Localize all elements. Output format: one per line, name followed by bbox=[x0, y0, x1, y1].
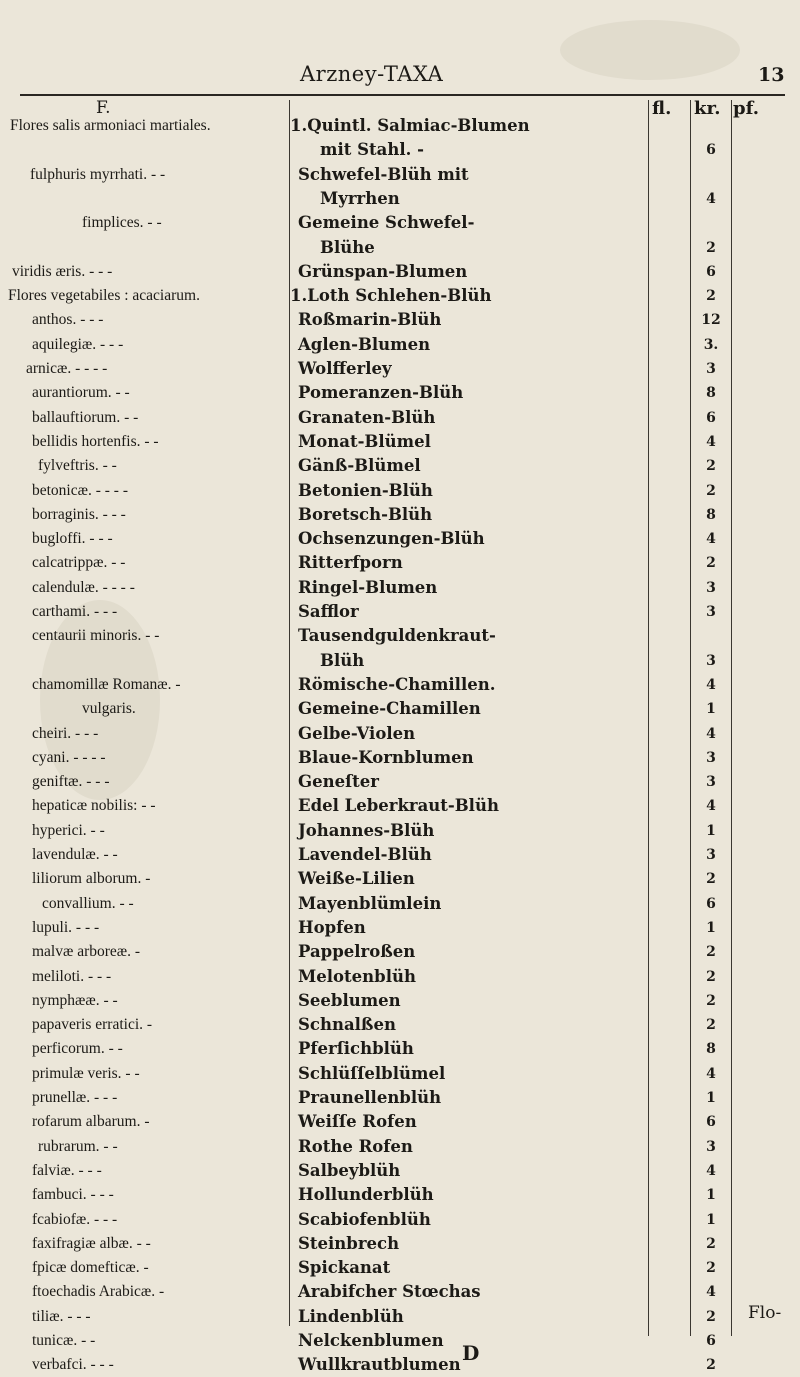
kreuzer-value: 2 bbox=[706, 239, 716, 256]
german-name: Johannes-Blüh bbox=[298, 820, 435, 840]
latin-name: viridis æris. - - - bbox=[12, 262, 113, 280]
table-row bbox=[0, 114, 800, 138]
kreuzer-value: 1 bbox=[706, 1090, 716, 1106]
kreuzer-value: 3 bbox=[706, 774, 716, 791]
latin-name: geniftæ. - - - bbox=[32, 773, 110, 791]
table-row bbox=[0, 1183, 800, 1207]
latin-name: rubrarum. - - bbox=[38, 1137, 118, 1155]
table-row bbox=[0, 867, 800, 891]
kreuzer-value: 3 bbox=[706, 1138, 716, 1155]
table-row bbox=[0, 576, 800, 600]
table-row bbox=[0, 722, 800, 746]
latin-name: borraginis. - - - bbox=[32, 505, 126, 523]
kreuzer-value: 2 bbox=[706, 944, 716, 961]
table-row bbox=[0, 1305, 800, 1329]
latin-name: aurantiorum. - - bbox=[32, 384, 130, 402]
table-row bbox=[0, 1110, 800, 1134]
german-name: Arabifcher Stœchas bbox=[298, 1282, 481, 1302]
latin-name: malvæ arboreæ. - bbox=[32, 943, 141, 961]
table-row bbox=[0, 357, 800, 381]
german-name: Blühe bbox=[320, 237, 375, 257]
table-row bbox=[0, 843, 800, 867]
table-row bbox=[0, 600, 800, 624]
latin-name: papaveris erratici. - bbox=[32, 1016, 153, 1034]
latin-name: fpicæ domefticæ. - bbox=[32, 1259, 149, 1277]
german-name: Wolfferley bbox=[298, 359, 392, 378]
table-row bbox=[0, 527, 800, 551]
german-name: Betonien-Blüh bbox=[298, 480, 433, 500]
table-row bbox=[0, 1013, 800, 1037]
kreuzer-value: 4 bbox=[706, 676, 716, 693]
kreuzer-value: 3 bbox=[706, 579, 716, 596]
latin-name: hepaticæ nobilis: - - bbox=[32, 797, 156, 815]
kreuzer-value: 4 bbox=[706, 531, 716, 548]
table-row bbox=[0, 1135, 800, 1159]
kreuzer-value: 4 bbox=[706, 725, 716, 742]
latin-name: betonicæ. - - - - bbox=[32, 481, 128, 499]
german-name: 1.Loth Schlehen-Blüh bbox=[290, 286, 492, 306]
german-name: Spickanat bbox=[298, 1258, 391, 1278]
german-name: Geneſter bbox=[298, 772, 379, 792]
latin-name: convallium. - - bbox=[42, 894, 134, 912]
german-name: Tausendguldenkraut- bbox=[298, 626, 496, 646]
kreuzer-value: 8 bbox=[706, 506, 716, 523]
table-row bbox=[0, 503, 800, 527]
latin-name: lavendulæ. - - bbox=[32, 846, 118, 863]
table-row bbox=[0, 138, 800, 162]
german-name: Pappelroßen bbox=[298, 942, 416, 962]
latin-name: meliloti. - - - bbox=[32, 967, 112, 985]
table-row bbox=[0, 1353, 800, 1377]
kreuzer-value: 8 bbox=[706, 385, 716, 402]
table-row bbox=[0, 649, 800, 673]
kreuzer-value: 6 bbox=[706, 409, 716, 426]
latin-name: aquilegiæ. - - - bbox=[32, 335, 124, 353]
table-row bbox=[0, 1232, 800, 1256]
german-name: Grünspan-Blumen bbox=[298, 261, 468, 281]
german-name: Schnalßen bbox=[298, 1015, 396, 1035]
header-rule bbox=[20, 94, 785, 96]
table-row bbox=[0, 236, 800, 260]
latin-name: ftoechadis Arabicæ. - bbox=[32, 1283, 165, 1301]
german-name: Weiſſe Rofen bbox=[298, 1112, 417, 1132]
german-name: Gelbe-Violen bbox=[298, 723, 416, 743]
latin-name: liliorum alborum. - bbox=[32, 870, 151, 888]
table-row bbox=[0, 187, 800, 211]
table-row bbox=[0, 1280, 800, 1304]
kreuzer-value: 6 bbox=[706, 1114, 716, 1131]
table-row bbox=[0, 989, 800, 1013]
column-head-florin: fl. bbox=[652, 98, 672, 119]
table-row bbox=[0, 1256, 800, 1280]
table-row bbox=[0, 479, 800, 503]
catchword: Flo- bbox=[748, 1303, 782, 1323]
latin-name: hyperici. - - bbox=[32, 821, 105, 839]
german-name: Ochsenzungen-Blüh bbox=[298, 529, 485, 549]
german-name: Pomeranzen-Blüh bbox=[298, 383, 464, 403]
table-row bbox=[0, 892, 800, 916]
kreuzer-value: 3. bbox=[703, 336, 719, 353]
kreuzer-value: 4 bbox=[706, 1162, 716, 1179]
latin-name: Flores salis armoniaci martiales. bbox=[10, 117, 211, 134]
table-row bbox=[0, 260, 800, 284]
kreuzer-value: 3 bbox=[706, 604, 716, 620]
kreuzer-value: 1 bbox=[706, 1187, 716, 1204]
german-name: Aglen-Blumen bbox=[298, 334, 431, 354]
running-head bbox=[0, 62, 800, 90]
kreuzer-value: 2 bbox=[706, 458, 716, 475]
kreuzer-value: 6 bbox=[706, 895, 716, 912]
latin-name: cyani. - - - - bbox=[32, 748, 106, 766]
german-name: Boretsch-Blüh bbox=[298, 504, 433, 524]
german-name: Blüh bbox=[320, 650, 365, 670]
kreuzer-value: 2 bbox=[706, 1260, 716, 1277]
kreuzer-value: 3 bbox=[706, 652, 716, 669]
german-name: Granaten-Blüh bbox=[298, 407, 436, 427]
latin-name: verbafci. - - - bbox=[32, 1356, 114, 1374]
german-name: Scabiofenblüh bbox=[298, 1209, 431, 1229]
table-row bbox=[0, 794, 800, 818]
german-name: Wullkrautblumen bbox=[298, 1355, 461, 1375]
kreuzer-value: 1 bbox=[706, 701, 716, 718]
kreuzer-value: 3 bbox=[706, 749, 716, 766]
table-row bbox=[0, 406, 800, 430]
kreuzer-value: 4 bbox=[706, 1284, 716, 1301]
table-row bbox=[0, 211, 800, 235]
table-row bbox=[0, 746, 800, 770]
latin-name: vulgaris. bbox=[82, 700, 136, 718]
german-name: Pferſichblüh bbox=[298, 1039, 414, 1059]
table-row bbox=[0, 1086, 800, 1110]
german-name: Blaue-Kornblumen bbox=[298, 747, 474, 767]
table-row bbox=[0, 1329, 800, 1353]
latin-name: bellidis hortenfis. - - bbox=[32, 432, 159, 450]
kreuzer-value: 6 bbox=[706, 1333, 716, 1349]
german-name: Schwefel-Blüh mit bbox=[298, 164, 469, 184]
kreuzer-value: 1 bbox=[706, 919, 716, 936]
german-name: Lavendel-Blüh bbox=[298, 845, 432, 864]
kreuzer-value: 2 bbox=[706, 1357, 716, 1374]
latin-name: anthos. - - - bbox=[32, 311, 104, 329]
latin-name: calendulæ. - - - - bbox=[32, 578, 135, 596]
german-name: Monat-Blümel bbox=[298, 431, 431, 451]
german-name: Ritterfporn bbox=[298, 553, 403, 573]
kreuzer-value: 12 bbox=[701, 312, 721, 329]
kreuzer-value: 2 bbox=[706, 992, 716, 1009]
table-row bbox=[0, 333, 800, 357]
latin-name: chamomillæ Romanæ. - bbox=[32, 675, 181, 693]
table-row bbox=[0, 940, 800, 964]
german-name: Seeblumen bbox=[298, 990, 401, 1010]
german-name: Weiße-Lilien bbox=[298, 869, 415, 889]
german-name: Römische-Chamillen. bbox=[298, 674, 496, 694]
german-name: Gänß-Blümel bbox=[298, 456, 421, 476]
kreuzer-value: 3 bbox=[706, 847, 716, 863]
kreuzer-value: 2 bbox=[706, 968, 716, 985]
german-name: Hollunderblüh bbox=[298, 1185, 434, 1205]
german-name: Schlüſſelblümel bbox=[298, 1063, 446, 1083]
kreuzer-value: 4 bbox=[706, 798, 716, 815]
german-name: Mayenblümlein bbox=[298, 893, 442, 913]
kreuzer-value: 4 bbox=[706, 1065, 716, 1082]
latin-name: rofarum albarum. - bbox=[32, 1113, 150, 1131]
kreuzer-value: 2 bbox=[706, 288, 716, 305]
table-row bbox=[0, 673, 800, 697]
latin-name: fulphuris myrrhati. - - bbox=[30, 165, 166, 183]
signature-mark: D bbox=[462, 1341, 480, 1365]
table-row bbox=[0, 1062, 800, 1086]
table-row bbox=[0, 624, 800, 648]
table-row bbox=[0, 1037, 800, 1061]
kreuzer-value: 2 bbox=[706, 482, 716, 499]
latin-name: arnicæ. - - - - bbox=[26, 360, 108, 377]
german-name: mit Stahl. - bbox=[320, 140, 424, 160]
table-row bbox=[0, 308, 800, 332]
latin-name: nymphææ. - - bbox=[32, 991, 118, 1009]
latin-name: fylveftris. - - bbox=[38, 457, 117, 475]
latin-name: perficorum. - - bbox=[32, 1040, 123, 1058]
latin-name: lupuli. - - - bbox=[32, 918, 100, 936]
latin-name: Flores vegetabiles : acaciarum. bbox=[8, 287, 200, 305]
latin-name: calcatrippæ. - - bbox=[32, 554, 126, 572]
column-head-kreuzer: kr. bbox=[694, 98, 721, 119]
table-row bbox=[0, 381, 800, 405]
kreuzer-value: 6 bbox=[706, 263, 716, 280]
kreuzer-value: 6 bbox=[706, 142, 716, 159]
latin-name: falviæ. - - - bbox=[32, 1161, 102, 1179]
table-row bbox=[0, 1159, 800, 1183]
german-name: Edel Leberkraut-Blüh bbox=[298, 796, 499, 816]
latin-name: carthami. - - - bbox=[32, 603, 118, 620]
german-name: Salbeyblüh bbox=[298, 1160, 401, 1180]
kreuzer-value: 2 bbox=[706, 555, 716, 572]
latin-name: fcabiofæ. - - - bbox=[32, 1210, 118, 1228]
kreuzer-value: 3 bbox=[706, 361, 716, 377]
latin-name: primulæ veris. - - bbox=[32, 1064, 140, 1082]
kreuzer-value: 8 bbox=[706, 1041, 716, 1058]
latin-name: fambuci. - - - bbox=[32, 1186, 114, 1204]
table-row bbox=[0, 454, 800, 478]
latin-name: prunellæ. - - - bbox=[32, 1089, 118, 1106]
german-name: Lindenblüh bbox=[298, 1306, 404, 1326]
kreuzer-value: 1 bbox=[706, 822, 716, 839]
table-row bbox=[0, 430, 800, 454]
column-head-pfennig: pf. bbox=[733, 98, 759, 119]
latin-name: tiliæ. - - - bbox=[32, 1307, 91, 1325]
table-row bbox=[0, 551, 800, 575]
page-number: 13 bbox=[758, 64, 785, 86]
table-row bbox=[0, 1208, 800, 1232]
german-name: Roßmarin-Blüh bbox=[298, 310, 442, 330]
german-name: Myrrhen bbox=[320, 188, 400, 208]
latin-name: cheiri. - - - bbox=[32, 724, 99, 742]
kreuzer-value: 2 bbox=[706, 1308, 716, 1325]
running-title: Arzney-TAXA bbox=[300, 62, 444, 86]
german-name: Praunellenblüh bbox=[298, 1088, 442, 1107]
german-name: Hopfen bbox=[298, 917, 366, 937]
kreuzer-value: 2 bbox=[706, 1235, 716, 1252]
table-row bbox=[0, 916, 800, 940]
german-name: 1.Quintl. Salmiac-Blumen bbox=[290, 116, 530, 135]
german-name: Ringel-Blumen bbox=[298, 577, 438, 597]
german-name: Melotenblüh bbox=[298, 966, 416, 986]
german-name: Gemeine Schwefel- bbox=[298, 213, 475, 233]
kreuzer-value: 1 bbox=[706, 1211, 716, 1228]
german-name: Rothe Rofen bbox=[298, 1136, 413, 1156]
table-row bbox=[0, 163, 800, 187]
german-name: Safflor bbox=[298, 602, 359, 621]
german-name: Nelckenblumen bbox=[298, 1331, 444, 1350]
table-row bbox=[0, 965, 800, 989]
latin-name: faxifragiæ albæ. - - bbox=[32, 1234, 151, 1252]
latin-name: fimplices. - - bbox=[82, 214, 162, 232]
latin-name: centaurii minoris. - - bbox=[32, 627, 160, 645]
german-name: Gemeine-Chamillen bbox=[298, 699, 481, 719]
table-row bbox=[0, 770, 800, 794]
latin-name: tunicæ. - - bbox=[32, 1332, 96, 1349]
table-row bbox=[0, 697, 800, 721]
german-name: Steinbrech bbox=[298, 1233, 400, 1253]
kreuzer-value: 4 bbox=[706, 190, 716, 207]
latin-name: ballauftiorum. - - bbox=[32, 408, 139, 426]
section-letter: F. bbox=[96, 98, 111, 118]
table-row bbox=[0, 284, 800, 308]
table-row bbox=[0, 819, 800, 843]
latin-name: bugloffi. - - - bbox=[32, 530, 113, 548]
kreuzer-value: 2 bbox=[706, 1017, 716, 1034]
kreuzer-value: 2 bbox=[706, 871, 716, 888]
kreuzer-value: 4 bbox=[706, 433, 716, 450]
